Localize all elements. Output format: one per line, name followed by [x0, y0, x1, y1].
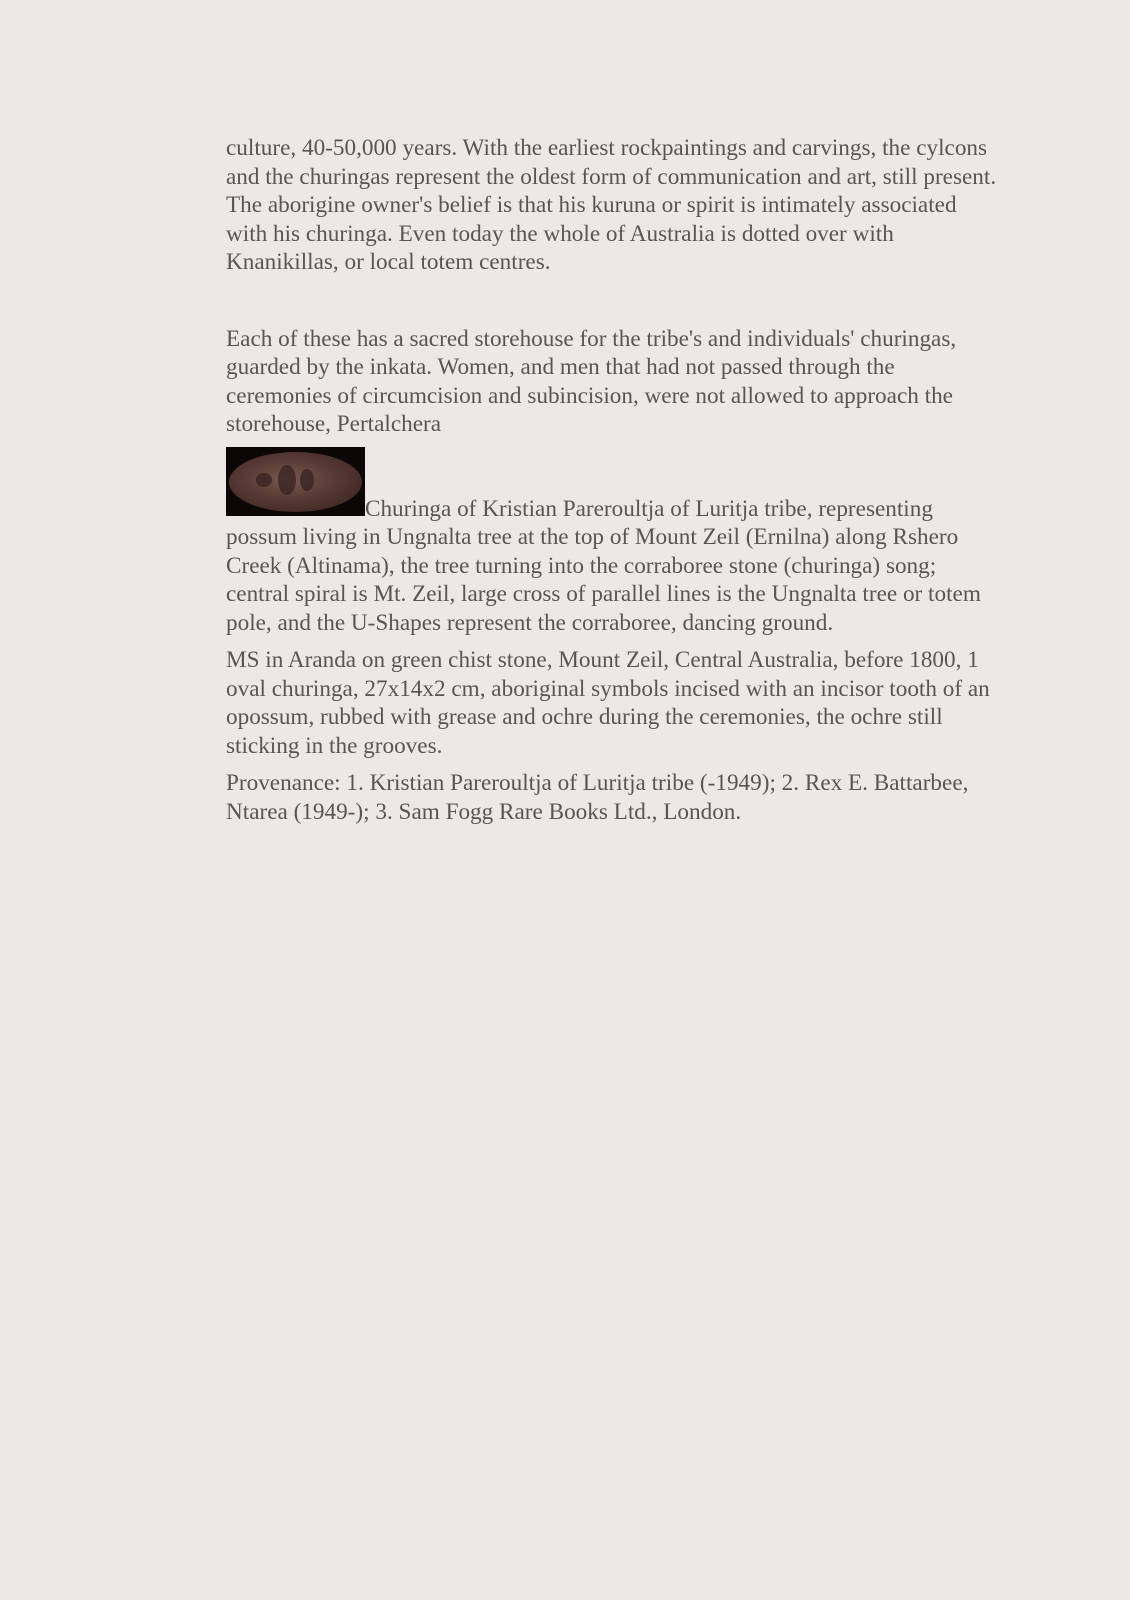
- churinga-description-paragraph: [226, 447, 998, 638]
- materials-paragraph: MS in Aranda on green chist stone, Mount Zeil, Central Australia, before 1800, 1 oval churinga, 27x14x2 cm, aboriginal symbols incised with an incisor tooth of an opossum, rubbed with grease and ochre during the ceremonies, the ochre still sticking in the grooves.: [226, 647, 990, 759]
- provenance-paragraph: Provenance: 1. Kristian Pareroultja of Luritja tribe (-1949); 2. Rex E. Battarbee, Ntarea (1949-); 3. Sam Fogg Rare Books Ltd., London.: [226, 770, 969, 825]
- churinga-stone-photo: [226, 447, 365, 516]
- intro-paragraph: culture, 40-50,000 years. With the earliest rockpaintings and carvings, the cylcons and the churingas represent the oldest form of communication and art, still present. The aborigine owner's belief is that his kuruna or spirit is intimately associated with his churinga. Even today the whole of Australia is dotted over with Knanikillas, or local totem centres.: [226, 135, 997, 275]
- churinga-description-text: Churinga of Kristian Pareroultja of Luritja tribe, representing possum living in Ungnalta tree at the top of Mount Zeil (Ernilna) along Rshero Creek (Altinama), the tree turning into the corraboree stone (churinga) song; central spiral is Mt. Zeil, large cross of parallel lines is the Ungnalta tree or totem pole, and the U-Shapes represent the corraboree, dancing ground.: [226, 495, 981, 636]
- stone-marking: [278, 465, 296, 495]
- document-body: [226, 134, 998, 826]
- stone-marking: [256, 473, 272, 487]
- storehouse-paragraph: Each of these has a sacred storehouse for the tribe's and individuals' churingas, guarded by the inkata. Women, and men that had not passed through the ceremonies of circumcision and subincision, were not allowed to approach the storehouse, Pertalchera: [226, 325, 957, 437]
- stone-marking: [300, 469, 314, 491]
